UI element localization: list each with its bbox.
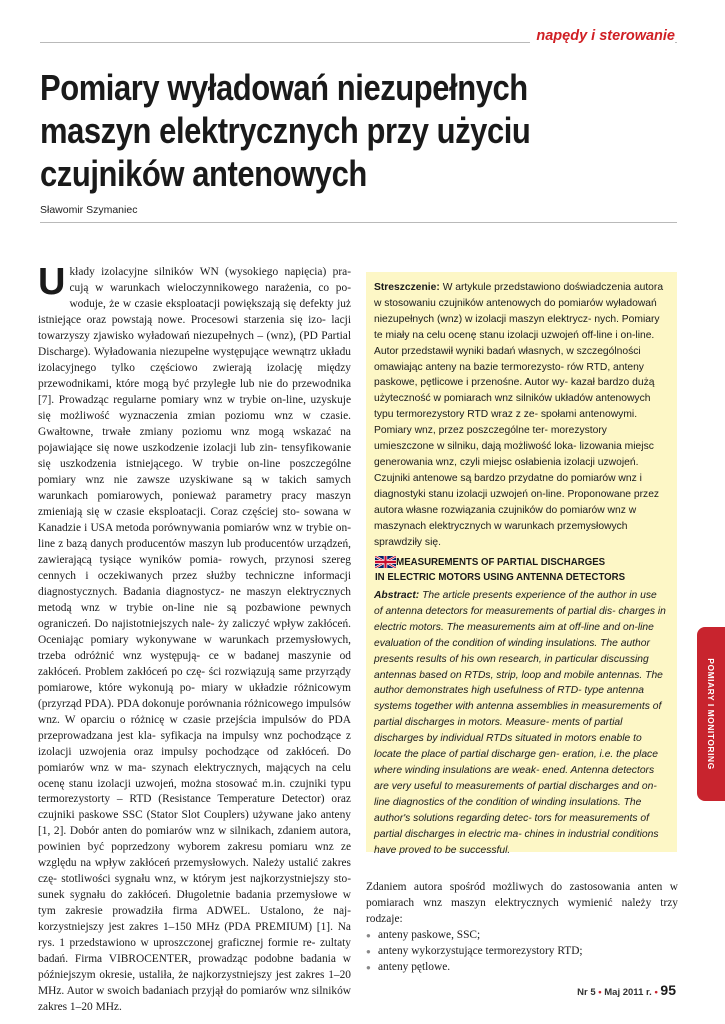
body-line: on-line, uzyskuje się możliwość wyznaczenia zmian poziomu [38,393,351,422]
abstract-pl-line: lizowania miejsc generowania wnz, czyli miejsc osłabienia [374,441,654,468]
abstract-pl-line: morezystory umieszczone w silniku, dają możliwość loka- [374,425,607,453]
body-line: techniczne informacji diagnostycznych. Badania diagnostycz- [38,569,352,598]
list-item: ● anteny pętlowe. [366,960,678,976]
abstract-pl-line: W artykule przedstawiono doświadczenia [439,282,631,293]
abstract-pl-line: off-line i on-line. Autor przedstawił wyniki badań własnych, [374,329,655,357]
abstract-en-line: winding insulations. The author's solutions regarding detec- [374,796,642,824]
abstract-pl-line: kazał bardzo dużą użyteczność w pomiarach wnz silników [374,377,655,405]
abstract-en-line: ened. Antenna detectors are very useful to measurements of [374,764,655,792]
abstract-pl-line: nych. Pomiary te miały na celu ocenę stanu izolacji uzwojeń [374,313,660,341]
body-line: rowych, przynosi szereg cennych i oczekiwanych przez służby [38,553,351,582]
abstract-en-line: charges in electric motors. The measurements aim at off-line [374,605,666,633]
body-column-left [38,261,352,1016]
section-side-tab [697,627,725,801]
body-line: tensyfikowanie się uszkodzenia istniejącego. W trybie on-line [38,441,351,470]
body-line: na wpływ zakłóceń przemysłowych. Należy ustalić zakres czę- [38,857,351,886]
body-line: rodzaje: [366,912,403,925]
abstract-en-title [375,555,646,585]
body-line: miary w układzie różnicowym (przyrząd PDA). PDA dokonuje [38,681,351,710]
body-line: ce w badanej maszynie od zakłóceń. Problem zakłóceń po czę- [38,649,351,678]
body-line: (PD Partial Discharge). Wyładowania niezupełne występujące [38,329,351,358]
body-line: zultaty badań. Firma VIBROCENTER, prowadząc podobne [38,937,351,966]
abstract-en-line: ments of partial discharges by individual RTDs situated in [374,717,623,745]
body-line: ści rozwiązują same przyrządy pomiarowe, które wykonują po- [38,665,351,694]
body-paragraph [38,261,352,1016]
body-line: SSC (Stator Slot Couplers) używane jako anteny [1, 2]. Dobór [38,809,351,838]
body-line: producentów urządzeń, zawierającą tysiące wyników pomia- [38,537,351,566]
body-line: pomiarów wnz silników zakres 1–20 MHz. [38,985,351,1014]
body-line: być poprzedzony wyborem zakresu pomiaru wnz ze względu [38,841,351,870]
abstract-en-line: type antenna systems together with antenna assemblies in [374,685,644,713]
body-line: między przewodnikami, które mogą być przyległe lub nie do [38,361,351,390]
abstract-pl-line: w szczególności omawiając anteny na bazie termorezysto- [374,345,641,373]
list-item: ● anteny paskowe, SSC; [366,928,678,944]
abstract-en-line: The article presents experience of the author in [419,590,638,601]
body-line: anten do pomiarów wnz w silnikach, zdaniem autora, powinien [38,825,351,854]
page-footer [577,982,676,998]
drop-cap: U [38,261,66,303]
body-line: w czasie przejścia impulsów do PDA przeprowadzana jest kla- [38,713,351,742]
side-tab-label: POMIARY I MONITORING [706,658,716,770]
author-rule [40,222,677,223]
abstract-en-title-line: MEASUREMENTS OF PARTIAL DISCHARGES [396,556,606,568]
body-line: lacji towarzyszy zjawisko wyładowań niezupełnych – (wnz), [38,313,351,342]
abstract-en-line: antennas. The author demonstrates high usefulness of RTD- [374,669,663,697]
body-line: samych warunkach pomiarowych, ponieważ parametry pracy [38,473,351,502]
abstract-box [366,272,677,856]
body-line: RTD (Resistance Temperature Detector) oraz czujniki paskowe [38,793,351,822]
abstract-en-title-line: IN ELECTRIC MOTORS USING ANTENNA DETECTORS [375,571,626,583]
body-line: porównania różnicowego impulsów wnz. W oparciu o różnicę [38,697,351,726]
body-line: woduje, że w czasie eksploatacji powiększają się defekty już [69,297,351,310]
abstract-pl-line: do pomiarów wnz w maszynach elektrycznych w warunkach [374,504,637,532]
abstract-pl-line: autora w stosowaniu czujników antenowych do pomiarów [374,282,664,309]
abstract-pl-line: społami antenowymi. Pomiary wnz, przez poszczególne ter- [374,409,638,437]
body-line: istniejące oraz powstają nowe. Procesowi starzenia się izo- [38,313,326,326]
abstract-pl-line: wyładowań niezupełnych (wnz) w izolacji maszyn elektrycz- [374,297,657,325]
abstract-pl-line: Proponowane przez autora własne rozwiązania czujników [374,488,660,516]
body-line: szynach elektrycznych, mających na celu ocenę stanu izolacji [38,761,351,790]
author-name: Sławomir Szymaniec [40,204,138,216]
title-line: czujników antenowych [40,153,367,194]
body-column-right [366,880,678,976]
abstract-en-line: The author presents results of his own research, in particular [374,637,650,665]
body-line: wnz w trybie on-line z bazą danych producentów maszyn lub [38,521,351,550]
bullet-separator: • [598,987,602,998]
abstract-pl-label: Streszczenie: [374,282,440,293]
abstract-pl-line: przemysłowych sprawdziły się. [374,520,628,548]
body-line: sunek sygnału do zakłóceń. Długoletnie badania przemysłowe [38,889,338,902]
body-line: cują w warunkach wieloczynnikowego narażenia, co po- [69,281,351,294]
abstract-en-line: eration, i.e. the place where winding insulations are weak- [374,749,658,776]
body-line: kłady izolacyjne silników WN (wysokiego napięcia) pra- [69,266,351,278]
body-line: stotliwości sygnału wnz, w którym jest najkorzystniejszy sto- [61,873,351,886]
body-line: wewnątrz układu izolacyjnego tylko częściowo zwierają izolację [38,345,351,374]
body-line: wnz w czasie. Gwałtowne, trwałe zmiany poziomu wnz mogą [38,409,351,438]
abstract-pl-line: izolacji uzwojeń. Czujniki antenowe są bardzo przydatne do [374,456,639,484]
abstract-pl-line: rów RTD, anteny paskowe, pętlicowe i przenośne. Autor wy- [374,361,644,389]
body-line: ne maszyn elektrycznych metodą wnz w trybie on-line nie są [38,585,351,614]
antenna-type-list [366,928,678,976]
list-item: ● anteny wykorzystujące termorezystory RTD; [366,944,678,960]
body-line: sowana w Kanadzie i USA metoda porównywania pomiarów [38,505,351,534]
body-line: wskazać na pojawiające się nowe uszkodzenie izolacji lub zin- [38,425,351,454]
abstract-pl-line: pomiarów wnz i diagnostyki stanu izolacji uzwojeń on-line. [374,472,642,500]
abstract-pl [374,280,667,550]
abstract-en-line: discussing antennas based on RTDs, strip, loop and mobile [374,653,649,681]
body-line: korzystniejszy jest zakres 1–150 MHz (PDA PREMIUM) [1]. [38,921,333,934]
body-line: poszczególne pomiary wnz nie zawsze uzyskiwane są w takich [38,457,352,486]
issue-number: Nr 5 [577,987,596,998]
abstract-en-line: measurements of partial discharges in motors. Measure- [374,701,662,729]
section-label: napędy i sterowanie [530,28,675,44]
body-paragraph [366,880,678,928]
abstract-en-label: Abstract: [374,590,420,601]
body-line: maszyn zmieniają się w czasie eksploatacji. Coraz częściej sto- [38,489,351,518]
abstract-en-line: and on-line evaluation of the condition of winding insulations. [374,621,654,649]
body-line: w pomiarach wnz maszyn elektrycznych wymienić należy trzy [366,881,678,909]
abstract-en-line: tors for measurements of partial discharges in electric ma- [374,812,649,840]
body-line: syfikacja na impulsy wnz pochodzące z izolacji uzwojenia oraz [38,729,351,758]
article-title [40,66,590,195]
issue-date: Maj 2011 r. [604,987,652,998]
bullet-separator: • [654,987,658,998]
body-line: badania w późniejszym okresie, ustaliła, że najkorzystniejszy [38,953,351,982]
abstract-en-line: motors enable to locate the place of partial discharge gen- [374,733,642,761]
body-line: w tym zakresie prowadziła firma ADWEL. Ustalono, że naj- [38,889,351,918]
abstract-en [374,588,667,858]
body-line: ży zaliczyć wpływ zakłóceń. Oceniając pomiary wykonywane [38,617,351,646]
body-line: Na rys. 1 przedstawiono w uproszczonej graficznej formie re- [38,921,351,950]
body-line: uzwojeń, można stosować m.in. czujniki typu termorezystorty – [38,777,351,806]
body-line: jest zakres 1–20 MHz. Autor w swoich badaniach przyjął do [38,969,351,998]
body-line: przewodnika [7]. Prowadząc regularne pomiary wnz w trybie [38,377,351,406]
body-line: Zdaniem autora spośród możliwych do zastosowania anten [366,881,663,893]
body-line: pozbawione pewnych ograniczeń. Do najistotniejszych nale- [38,601,351,630]
body-line: w warunkach przemysłowych, trzeba odróżnić wnz występują- [38,633,351,662]
page-number: 95 [660,982,676,998]
abstract-en-line: use of antenna detectors for measurements of partial dis- [374,590,657,617]
abstract-pl-line: układów antenowych typu termorezystory RTD wraz z ze- [374,393,651,421]
title-line: maszyn elektrycznych przy użyciu [40,110,531,151]
abstract-en-line: chines in industrial conditions have proved to be successful. [374,828,659,856]
body-line: impulsy pochodzące od zakłóceń. Do pomiarów wnz w ma- [38,745,351,774]
title-line: Pomiary wyładowań niezupełnych [40,67,528,108]
abstract-en-line: partial discharges and on-line diagnostics of the condition of [374,780,657,808]
